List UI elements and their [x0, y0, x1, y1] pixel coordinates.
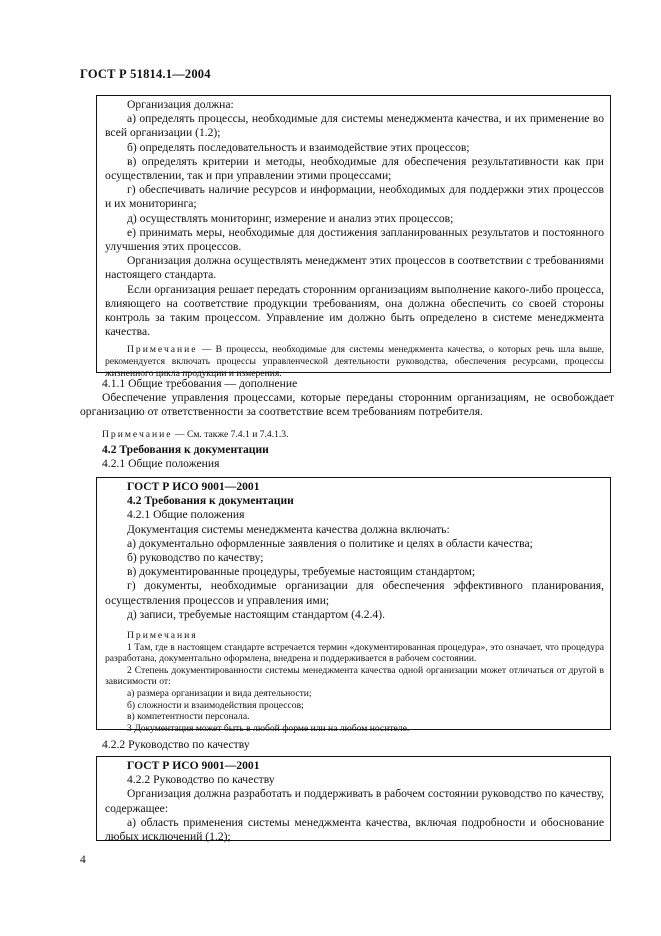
page-number: 4 — [80, 854, 86, 866]
section-4-2-2 — [80, 738, 614, 752]
standard-reference: ГОСТ Р ИСО 9001—2001 — [127, 759, 260, 772]
quoted-requirements-box — [96, 95, 611, 379]
box1-paragraph: в) определять критерии и методы, необходимые для обеспечения результативности как при осуществлении, так и при управлении этими процессами; — [105, 154, 604, 183]
section-note — [80, 429, 614, 441]
box1-paragraph: Организация должна: — [127, 98, 234, 111]
section-text: Обеспечение управления процессами, которые переданы сторонним организациям, не освобождает организацию от ответственности за соответствие всем требованиям потребителя. — [80, 391, 614, 419]
quoted-documentation-box — [96, 477, 611, 734]
box-subheading: 4.2.1 Общие положения — [127, 508, 245, 522]
box-subheading: 4.2.2 Руководство по качеству — [127, 773, 275, 787]
box2-note: в) компетентности персонала. — [127, 711, 250, 723]
box1-paragraph: Организация должна осуществлять менеджмент этих процессов в соответствии с требованиями настоящего стандарта. — [105, 254, 604, 282]
box2-note: 1 Там, где в настоящем стандарте встречается термин «документированная процедура», это означает, что процедура разработана, документально оформлена, внедрена и поддерживается в рабочем состоянии. — [105, 641, 604, 665]
section-heading: 4.1.1 Общие требования — дополнение — [102, 377, 298, 390]
quoted-manual-box — [96, 756, 611, 844]
box2-note: 2 Степень документированности системы менеджмента качества одной организации может отличаться от другой в зависимости от: — [105, 664, 604, 688]
box2-paragraph: б) руководство по качеству; — [127, 551, 264, 565]
box2-note: а) размера организации и вида деятельности; — [127, 688, 312, 699]
section-subheading: 4.2.1 Общие положения — [102, 457, 220, 471]
box1-paragraph: б) определять последовательность и взаимодействие этих процессов; — [127, 140, 470, 154]
box2-paragraph: Документация системы менеджмента качества должна включать: — [127, 522, 450, 536]
section-subheading: 4.2.2 Руководство по качеству — [102, 738, 250, 751]
box1-note — [105, 344, 604, 379]
section-4-2 — [80, 443, 614, 471]
box1-paragraph: д) осуществлять мониторинг, измерение и анализ этих процессов; — [127, 211, 454, 225]
note-label: Примечание — [127, 344, 198, 356]
box1-paragraph: г) обеспечивать наличие ресурсов и информации, необходимых для поддержки этих процессов и их мониторинга; — [105, 183, 604, 211]
box2-paragraph: д) записи, требуемые настоящим стандартом (4.2.4). — [127, 607, 385, 621]
section-heading: 4.2 Требования к документации — [102, 443, 269, 456]
section-4-1-1 — [80, 377, 614, 440]
note-label: Примечание — [102, 428, 173, 440]
standard-reference: ГОСТ Р ИСО 9001—2001 — [127, 480, 260, 493]
box3-paragraph: а) область применения системы менеджмента качества, включая подробности и обоснование любых исключений (1.2); — [105, 815, 604, 844]
box2-note: 3 Документация может быть в любой форме или на любом носителе. — [127, 722, 410, 734]
notes-label: Примечания — [127, 630, 198, 642]
box1-paragraph: а) определять процессы, необходимые для системы менеджмента качества, и их применение во всей организации (1.2); — [105, 112, 604, 140]
box1-paragraph: е) принимать меры, необходимые для достижения запланированных результатов и постоянного улучшения этих процессов. — [105, 225, 604, 254]
box2-paragraph: в) документированные процедуры, требуемые настоящим стандартом; — [127, 565, 476, 579]
box1-paragraph: Если организация решает передать сторонним организациям выполнение какого-либо процесса, влияющего на соответствие продукции требованиям, она должна обеспечить со своей стороны контроль за таким процессом. Управление им должно быть определено в системе менеджмента качества. — [105, 282, 604, 339]
box2-paragraph: а) документально оформленные заявления о политике и целях в области качества; — [127, 536, 533, 550]
note-text: — В процессы, необходимые для системы менеджмента качества, о которых речь шла выше, рекомендуется включать процессы управленческой деятельности руководства, обеспечения ресурсами, процессы жизненного цикла продукции и измерения. — [105, 344, 604, 379]
box-heading: 4.2 Требования к документации — [127, 494, 294, 508]
box2-paragraph: г) документы, необходимые организации для обеспечения эффективного планирования, осуществления процессов и управления ими; — [105, 579, 604, 607]
document-header: ГОСТ Р 51814.1—2004 — [80, 67, 211, 81]
note-text: — См. также 7.4.1 и 7.4.1.3. — [172, 428, 289, 440]
box3-paragraph: Организация должна разработать и поддерживать в рабочем состоянии руководство по качеству, содержащее: — [105, 787, 604, 815]
box2-note: б) сложности и взаимодействия процессов; — [127, 699, 304, 711]
